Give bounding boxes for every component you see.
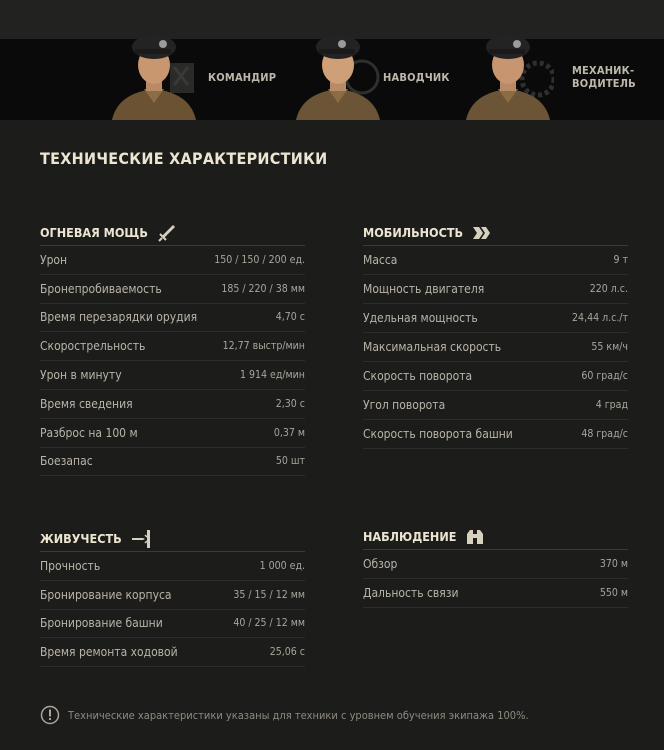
- stat-row-damage: [40, 246, 305, 275]
- stat-value: 1 914 ед/мин: [239, 369, 305, 382]
- stat-row-specific-power: [363, 304, 628, 333]
- stat-row-rate-of-fire: [40, 332, 305, 361]
- stat-row-turret-armor: [40, 610, 305, 639]
- stat-value: 370 м: [599, 558, 628, 570]
- stat-label: Время ремонта ходовой: [40, 645, 178, 660]
- driver-role-label: [572, 64, 636, 90]
- stat-row-penetration: [40, 275, 305, 304]
- gunner-role-label: НАВОДЧИК: [383, 71, 450, 84]
- driver-role-line1: МЕХАНИК-: [572, 64, 635, 77]
- stat-value: 4 град: [595, 399, 628, 411]
- stat-value: 185 / 220 / 38 мм: [221, 282, 305, 295]
- stat-value: 550 м: [599, 587, 628, 599]
- stat-row-engine-power: [363, 275, 628, 304]
- stat-label: Скорострельность: [40, 339, 146, 354]
- stat-value: 220 л.с.: [589, 283, 628, 295]
- crew-commander[interactable]: [108, 23, 278, 120]
- stat-label: Время сведения: [40, 396, 133, 411]
- crew-bar: [0, 39, 664, 120]
- stat-row-traverse-speed: [363, 362, 628, 391]
- stat-label: Мощность двигателя: [363, 282, 485, 296]
- stat-value: 25,06 с: [269, 646, 305, 659]
- stat-value: 12,77 выстр/мин: [222, 340, 305, 353]
- stat-value: 40 / 25 / 12 мм: [233, 617, 305, 630]
- double-chevron-icon: [472, 226, 492, 240]
- stat-row-track-repair: [40, 638, 305, 667]
- stat-row-hit-points: [40, 552, 305, 581]
- stat-label: Урон: [40, 252, 68, 267]
- crew-driver[interactable]: [462, 23, 636, 120]
- stat-row-aim-time: [40, 390, 305, 419]
- stat-row-turret-traverse: [363, 420, 628, 449]
- stat-row-signal-range: [363, 579, 628, 608]
- driver-role-line2: ВОДИТЕЛЬ: [572, 77, 636, 90]
- info-icon: [40, 705, 60, 725]
- commander-portrait: [108, 23, 200, 120]
- stat-row-weight: [363, 246, 628, 275]
- survivability-section: [40, 526, 305, 667]
- firepower-header: [40, 220, 305, 246]
- observation-section: [363, 524, 628, 608]
- firepower-title: ОГНЕВАЯ МОЩЬ: [40, 225, 148, 240]
- stat-row-dpm: [40, 361, 305, 390]
- stat-row-traverse-angle: [363, 391, 628, 420]
- stat-label: Угол поворота: [363, 398, 446, 412]
- stat-value: 50 шт: [275, 455, 305, 468]
- stat-label: Дальность связи: [363, 586, 459, 600]
- stat-value: 35 / 15 / 12 мм: [233, 588, 305, 601]
- stat-row-hull-armor: [40, 581, 305, 610]
- stat-value: 24,44 л.с./т: [572, 312, 628, 324]
- stat-value: 55 км/ч: [591, 341, 628, 353]
- stat-label: Прочность: [40, 558, 101, 573]
- stat-value: 0,37 м: [273, 426, 305, 439]
- stat-row-ammo: [40, 448, 305, 477]
- stat-row-max-speed: [363, 333, 628, 362]
- firepower-section: [40, 220, 305, 476]
- stat-label: Бронепробиваемость: [40, 281, 162, 296]
- stat-label: Урон в минуту: [40, 368, 122, 383]
- stat-label: Разброс на 100 м: [40, 425, 138, 440]
- stat-label: Масса: [363, 253, 398, 267]
- stat-value: 1 000 ед.: [259, 559, 305, 572]
- stat-label: Боезапас: [40, 454, 93, 469]
- stat-label: Бронирование корпуса: [40, 587, 172, 602]
- survivability-title: ЖИВУЧЕСТЬ: [40, 531, 122, 546]
- sword-icon: [157, 223, 177, 243]
- mobility-title: МОБИЛЬНОСТЬ: [363, 225, 464, 240]
- observation-title: НАБЛЮДЕНИЕ: [363, 529, 457, 544]
- crew-gunner[interactable]: [292, 23, 450, 120]
- stat-value: 60 град/с: [581, 370, 628, 382]
- binoculars-icon: [465, 528, 485, 546]
- stat-value: 9 т: [613, 254, 628, 266]
- stat-label: Обзор: [363, 557, 398, 571]
- gunner-portrait: [292, 23, 384, 120]
- stat-row-view-range: [363, 550, 628, 579]
- stat-label: Бронирование башни: [40, 616, 163, 631]
- stat-row-reload: [40, 304, 305, 333]
- driver-portrait: [462, 23, 554, 120]
- stat-label: Удельная мощность: [363, 311, 478, 325]
- stat-label: Время перезарядки орудия: [40, 310, 198, 325]
- stat-label: Максимальная скорость: [363, 340, 502, 354]
- shell-hit-icon: [131, 528, 153, 550]
- stat-value: 48 град/с: [581, 428, 628, 440]
- stat-row-dispersion: [40, 419, 305, 448]
- stat-value: 4,70 с: [275, 311, 305, 324]
- survivability-header: [40, 526, 305, 552]
- stat-label: Скорость поворота башни: [363, 427, 513, 441]
- stat-value: 2,30 с: [275, 397, 305, 410]
- footnote: [40, 705, 529, 725]
- mobility-section: [363, 220, 628, 449]
- observation-header: [363, 524, 628, 550]
- stat-value: 150 / 150 / 200 ед.: [214, 253, 305, 266]
- page-title: ТЕХНИЧЕСКИЕ ХАРАКТЕРИСТИКИ: [40, 149, 328, 168]
- footnote-text: Технические характеристики указаны для техники с уровнем обучения экипажа 100%.: [68, 708, 529, 722]
- mobility-header: [363, 220, 628, 246]
- commander-role-label: КОМАНДИР: [208, 71, 277, 84]
- stat-label: Скорость поворота: [363, 369, 473, 383]
